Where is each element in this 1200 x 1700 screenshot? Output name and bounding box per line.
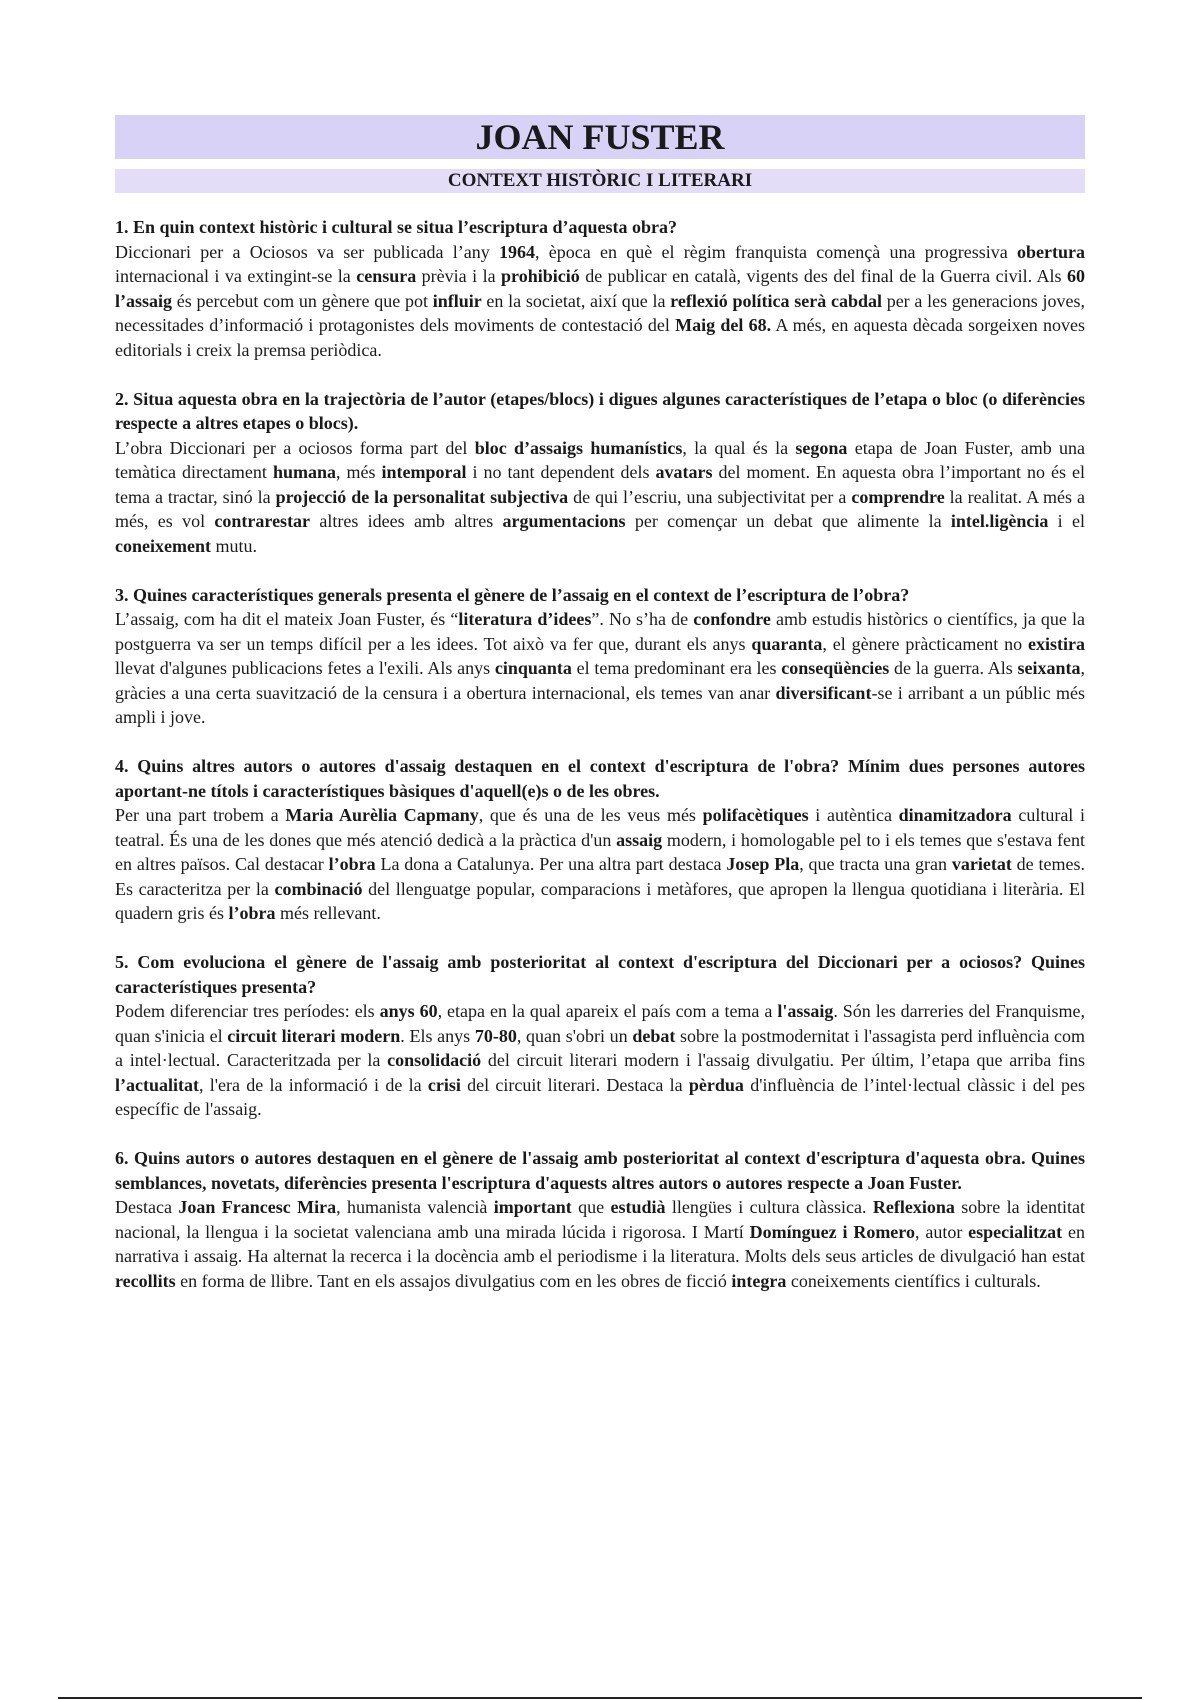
bold-term: argumentacions xyxy=(502,511,626,531)
bold-term: conseqüències xyxy=(781,658,890,678)
bold-term: Maria Aurèlia Capmany xyxy=(285,805,479,825)
answer-4 xyxy=(115,803,1085,926)
answer-text: , que és una de les veus més xyxy=(478,805,703,825)
answer-text: que xyxy=(571,1197,611,1217)
answer-text: de temes. Es caracteritza per la xyxy=(115,854,1085,899)
question-1: 1. En quin context històric i cultural se situa l’escriptura d’aquesta obra? xyxy=(115,217,678,237)
answer-text: L’assaig, com ha dit el mateix Joan Fuster, és “ xyxy=(115,609,459,629)
answer-text: Per una part trobem a xyxy=(115,805,286,825)
document-page xyxy=(115,115,1085,1318)
answer-text: sobre la identitat nacional, la llengua i la societat valenciana amb una mirada lúcida i rigorosa. I Martí xyxy=(115,1197,1085,1242)
answer-text: , la qual és la xyxy=(682,437,796,458)
bold-term: reflexió política serà cabdal xyxy=(670,290,882,311)
bold-term: seixanta xyxy=(1017,658,1081,678)
bold-term: censura xyxy=(356,266,417,286)
bold-term: 60 l’assaig xyxy=(115,266,1086,311)
bold-term: estudià xyxy=(610,1197,666,1217)
bold-term: Maig del 68. xyxy=(675,315,772,335)
bold-term: obertura xyxy=(1017,241,1085,262)
section-3 xyxy=(115,583,1085,730)
question-2: 2. Situa aquesta obra en la trajectòria de l’autor (etapes/blocs) i digues algunes característiques de l’etapa o bloc (o diferències respecte a altres etapes o blocs). xyxy=(115,388,1085,433)
answer-text: internacional i va extingint-se la xyxy=(115,266,357,286)
document-title: JOAN FUSTER xyxy=(115,115,1085,159)
answer-text: amb estudis històrics o científics, ja que la postguerra va ser un temps difícil per a les idees. Tot això va fer que, durant els anys xyxy=(115,609,1085,654)
bold-term: quaranta xyxy=(751,633,823,654)
answer-text: del llenguatge popular, comparacions i metàfores, que apropen la llengua quotidiana i literària. El quadern gris és xyxy=(115,878,1085,923)
bold-term: cinquanta xyxy=(494,658,572,678)
bold-term: avatars xyxy=(655,462,713,482)
answer-text: La dona a Catalunya. Per una altra part destaca xyxy=(375,854,727,874)
bold-term: prohibició xyxy=(501,266,580,286)
bold-term: Domínguez i Romero xyxy=(749,1221,915,1242)
bold-term: circuit literari modern xyxy=(227,1025,401,1046)
bold-term: varietat xyxy=(951,854,1012,874)
answer-text: , humanista valencià xyxy=(336,1197,494,1217)
answer-text: és percebut com un gènere que pot xyxy=(172,290,433,311)
bold-term: existira xyxy=(1028,633,1085,654)
answer-text: -se i arribant a un públic més ampli i jove. xyxy=(115,682,1085,727)
section-5 xyxy=(115,950,1085,1122)
bold-term: literatura d’idees xyxy=(458,609,592,629)
answer-3 xyxy=(115,607,1085,730)
answer-text: del circuit literari modern i l'assaig divulgatiu. Per últim, l’etapa que arriba fins xyxy=(481,1050,1085,1070)
answer-text: coneixements científics i culturals. xyxy=(786,1270,1041,1291)
bold-term: l’actualitat xyxy=(115,1074,199,1095)
answer-text: . Els anys xyxy=(400,1025,475,1046)
bold-term: crisi xyxy=(427,1074,461,1095)
answer-text: , quan s'obri un xyxy=(516,1025,633,1046)
bold-term: intel.ligència xyxy=(950,511,1049,531)
bold-term: segona xyxy=(795,437,848,458)
answer-text: més rellevant. xyxy=(275,903,381,923)
section-4 xyxy=(115,754,1085,926)
answer-text: i no tant dependent dels xyxy=(466,462,656,482)
bold-term: dinamitzadora xyxy=(898,805,1012,825)
answer-text: d'influència de l’intel·lectual clàssic i del pes específic de l'assaig. xyxy=(115,1074,1085,1119)
bold-term: projecció de la personalitat subjectiva xyxy=(275,486,569,507)
section-6 xyxy=(115,1146,1085,1293)
answer-2 xyxy=(115,436,1085,559)
bold-term: debat xyxy=(632,1025,676,1046)
answer-text: per a les generacions joves, necessitades d’informació i protagonistes dels moviments de contestació del xyxy=(115,290,1085,335)
bold-term: 1964 xyxy=(499,241,536,262)
answer-text: A més, en aquesta dècada sorgeixen noves editorials i creix la premsa periòdica. xyxy=(115,315,1085,360)
bold-term: comprendre xyxy=(851,486,945,507)
bold-term: especialitzat xyxy=(968,1221,1063,1242)
answer-text: , que tracta una gran xyxy=(799,854,952,874)
answer-text: per començar un debat que alimente la xyxy=(625,511,951,531)
bold-term: contrarestar xyxy=(214,511,311,531)
bold-term: l’obra xyxy=(328,854,376,874)
answer-text: , gràcies a una certa suavització de la censura i a obertura internacional, els temes van anar xyxy=(115,658,1085,703)
bold-term: Joan Francesc Mira xyxy=(178,1197,337,1217)
document-content xyxy=(115,215,1085,1293)
answer-text: mutu. xyxy=(210,535,257,556)
answer-text: Destaca xyxy=(115,1197,179,1217)
answer-text: en narrativa i assaig. Ha alternat la recerca i la docència amb el periodisme i la literatura. Molts dels seus articles de divulgació han estat xyxy=(115,1221,1085,1266)
bold-term: polifacètiques xyxy=(702,805,809,825)
answer-text: i autèntica xyxy=(808,805,899,825)
answer-text: . Són les darreries del Franquisme, quan s'inicia el xyxy=(115,1001,1086,1046)
answer-text: la realitat. A més a més, es vol xyxy=(115,486,1086,531)
answer-text: , més xyxy=(335,462,382,482)
bold-term: humana xyxy=(272,462,336,482)
answer-text: llevat d'algunes publicacions fetes a l'exili. Als anys xyxy=(115,658,495,678)
answer-text: de publicar en català, vigents des del final de la Guerra civil. Als xyxy=(579,266,1068,286)
answer-text: Diccionari per a Ociosos va ser publicada l’any xyxy=(115,241,500,262)
answer-text: prèvia i la xyxy=(416,266,502,286)
answer-text: de la guerra. Als xyxy=(889,658,1018,678)
bold-term: consolidació xyxy=(387,1050,482,1070)
answer-text: etapa de Joan Fuster, amb una temàtica directament xyxy=(115,437,1085,482)
answer-6 xyxy=(115,1195,1085,1293)
answer-text: en la societat, així que la xyxy=(481,290,671,311)
answer-text: , el gènere pràcticament no xyxy=(822,633,1028,654)
bold-term: important xyxy=(493,1197,572,1217)
answer-text: llengües i cultura clàssica. xyxy=(665,1197,873,1217)
answer-text: altres idees amb altres xyxy=(310,511,503,531)
answer-text: de qui l’escriu, una subjectivitat per a xyxy=(568,486,852,507)
answer-text: , època en què el règim franquista començà una progressiva xyxy=(535,241,1018,262)
answer-text: , autor xyxy=(914,1221,969,1242)
bold-term: bloc d’assaigs humanístics xyxy=(474,437,683,458)
answer-text: i el xyxy=(1048,511,1085,531)
answer-text: cultural i teatral. És una de les dones que més atenció dedicà a la pràctica d'un xyxy=(115,805,1085,850)
answer-text: en forma de llibre. Tant en els assajos divulgatius com en les obres de ficció xyxy=(175,1270,732,1291)
answer-text: del moment. En aquesta obra l’important no és el tema a tractar, sinó la xyxy=(115,462,1085,507)
bold-term: l'assaig xyxy=(777,1001,834,1021)
answer-5 xyxy=(115,999,1085,1122)
answer-text: del circuit literari. Destaca la xyxy=(460,1074,689,1095)
bold-term: integra xyxy=(731,1270,787,1291)
page-bottom-rule xyxy=(58,1697,1142,1699)
bold-term: 70-80 xyxy=(474,1025,517,1046)
answer-text: , etapa en la qual apareix el país com a tema a xyxy=(437,1001,778,1021)
document-subtitle: CONTEXT HISTÒRIC I LITERARI xyxy=(115,169,1085,193)
bold-term: influir xyxy=(432,290,482,311)
answer-1 xyxy=(115,240,1085,363)
question-6: 6. Quins autors o autores destaquen en el gènere de l'assaig amb posterioritat al context d'escriptura d'aquesta obra. Quines semblances, novetats, diferències presenta l'escriptura d'aquests altres autors o autores respecte a Joan Fuster. xyxy=(115,1148,1085,1193)
bold-term: diversificant xyxy=(775,682,872,703)
answer-text: , l'era de la informació i de la xyxy=(198,1074,428,1095)
bold-term: pèrdua xyxy=(688,1074,744,1095)
question-5: 5. Com evoluciona el gènere de l'assaig amb posterioritat al context d'escriptura del Diccionari per a ociosos? Quines característiques presenta? xyxy=(115,952,1085,997)
bold-term: coneixement xyxy=(115,535,211,556)
bold-term: confondre xyxy=(693,609,771,629)
answer-text: ”. No s’ha de xyxy=(591,609,694,629)
answer-text: L’obra Diccionari per a ociosos forma part del xyxy=(115,437,475,458)
question-4: 4. Quins altres autors o autores d'assaig destaquen en el context d'escriptura de l'obra? Mínim dues persones autores aportant-ne títols i característiques bàsiques d'aquell(e)s o de les obres. xyxy=(115,756,1085,801)
bold-term: assaig xyxy=(616,829,663,850)
bold-term: anys 60 xyxy=(379,1001,438,1021)
section-2 xyxy=(115,387,1085,559)
question-3: 3. Quines característiques generals presenta el gènere de l’assaig en el context de l’escriptura de l’obra? xyxy=(115,584,910,605)
bold-term: l’obra xyxy=(228,903,276,923)
section-1 xyxy=(115,215,1085,362)
answer-text: modern, i homologable pel to i els temes que s'estava fent en altres països. Cal destacar xyxy=(115,829,1086,874)
answer-text: sobre la postmodernitat i l'assagista perd influència com a intel·lectual. Caracteritzada per la xyxy=(115,1025,1086,1070)
bold-term: Reflexiona xyxy=(872,1197,955,1217)
bold-term: Josep Pla xyxy=(726,854,800,874)
bold-term: intemporal xyxy=(381,462,467,482)
bold-term: combinació xyxy=(274,878,363,899)
answer-text: el tema predominant era les xyxy=(571,658,782,678)
bold-term: recollits xyxy=(115,1270,176,1291)
answer-text: Podem diferenciar tres períodes: els xyxy=(115,1001,380,1021)
